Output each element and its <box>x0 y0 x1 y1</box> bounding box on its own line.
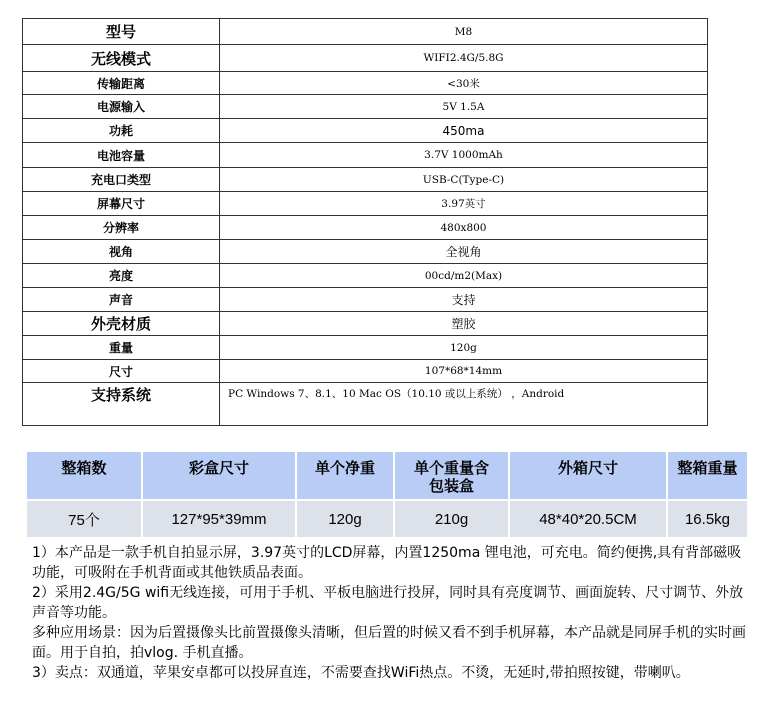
spec-value: <30米 <box>220 72 708 95</box>
spec-row-shell-material <box>23 312 708 336</box>
packaging-header-row <box>26 451 748 500</box>
spec-value: 120g <box>220 336 708 360</box>
spec-value: PC Windows 7、8.1、10 Mac OS（10.10 或以上系统） ，Android <box>220 383 708 426</box>
spec-row-range <box>23 72 708 95</box>
packaging-header-gross-weight: 单个重量含 包装盒 <box>394 451 509 500</box>
spec-row-supported-systems <box>23 383 708 426</box>
spec-label: 功耗 <box>23 119 220 143</box>
packaging-gross-weight: 210g <box>394 500 509 538</box>
spec-row-power-consumption <box>23 119 708 143</box>
spec-value: 全视角 <box>220 240 708 264</box>
packaging-box-size: 127*95*39mm <box>142 500 296 538</box>
spec-value: 3.97英寸 <box>220 192 708 216</box>
spec-label: 型号 <box>23 19 220 45</box>
spec-label: 支持系统 <box>23 383 220 426</box>
note-paragraph: 多种应用场景：因为后置摄像头比前置摄像头清晰，但后置的时候又看不到手机屏幕，本产品就是同屏手机的实时画面。用于自拍，拍vlog. 手机直播。 <box>32 625 746 661</box>
spec-row-sound <box>23 288 708 312</box>
spec-label: 传输距离 <box>23 72 220 95</box>
packaging-carton-qty: 75个 <box>26 500 142 538</box>
spec-row-power-input <box>23 95 708 119</box>
spec-row-wireless-mode <box>23 45 708 72</box>
note-paragraph: 3）卖点：双通道，苹果安卓都可以投屏直连，不需要查找WiFi热点。不烫，无延时,带拍照按键，带喇叭。 <box>32 665 690 681</box>
spec-row-dimensions <box>23 360 708 383</box>
spec-label: 电源输入 <box>23 95 220 119</box>
spec-row-charge-port <box>23 168 708 192</box>
spec-row-battery <box>23 143 708 168</box>
spec-label: 尺寸 <box>23 360 220 383</box>
spec-label: 亮度 <box>23 264 220 288</box>
spec-value: WIFI2.4G/5.8G <box>220 45 708 72</box>
spec-value: 支持 <box>220 288 708 312</box>
spec-table <box>22 18 708 426</box>
spec-label: 外壳材质 <box>23 312 220 336</box>
spec-row-brightness <box>23 264 708 288</box>
spec-value: M8 <box>220 19 708 45</box>
packaging-carton-size: 48*40*20.5CM <box>509 500 667 538</box>
spec-value: 3.7V 1000mAh <box>220 143 708 168</box>
spec-label: 重量 <box>23 336 220 360</box>
packaging-header-carton-size: 外箱尺寸 <box>509 451 667 500</box>
spec-label: 无线模式 <box>23 45 220 72</box>
spec-row-viewing-angle <box>23 240 708 264</box>
spec-label: 屏幕尺寸 <box>23 192 220 216</box>
packaging-data-row <box>26 500 748 538</box>
spec-label: 视角 <box>23 240 220 264</box>
spec-value: 480x800 <box>220 216 708 240</box>
note-paragraph: 1）本产品是一款手机自拍显示屏，3.97英寸的LCD屏幕，内置1250ma 锂电池，可充电。简约便携,具有背部磁吸功能，可吸附在手机背面或其他铁质品表面。 <box>32 545 742 581</box>
spec-value: 5V 1.5A <box>220 95 708 119</box>
packaging-header-carton-qty: 整箱数 <box>26 451 142 500</box>
spec-label: 分辨率 <box>23 216 220 240</box>
spec-label: 充电口类型 <box>23 168 220 192</box>
packaging-header-net-weight: 单个净重 <box>296 451 394 500</box>
spec-label: 声音 <box>23 288 220 312</box>
spec-row-model <box>23 19 708 45</box>
packaging-header-box-size: 彩盒尺寸 <box>142 451 296 500</box>
product-notes <box>32 543 748 683</box>
spec-row-screen-size <box>23 192 708 216</box>
spec-row-weight <box>23 336 708 360</box>
spec-value: 塑胶 <box>220 312 708 336</box>
spec-value: 00cd/m2(Max) <box>220 264 708 288</box>
note-paragraph: 2）采用2.4G/5G wifi无线连接，可用于手机、平板电脑进行投屏，同时具有亮度调节、画面旋转、尺寸调节、外放声音等功能。 <box>32 585 744 621</box>
spec-label: 电池容量 <box>23 143 220 168</box>
spec-value: 107*68*14mm <box>220 360 708 383</box>
packaging-carton-weight: 16.5kg <box>667 500 748 538</box>
packaging-net-weight: 120g <box>296 500 394 538</box>
spec-row-resolution <box>23 216 708 240</box>
packaging-header-carton-weight: 整箱重量 <box>667 451 748 500</box>
spec-value: 450ma <box>220 119 708 143</box>
packaging-table <box>25 450 749 539</box>
spec-value: USB-C(Type-C) <box>220 168 708 192</box>
